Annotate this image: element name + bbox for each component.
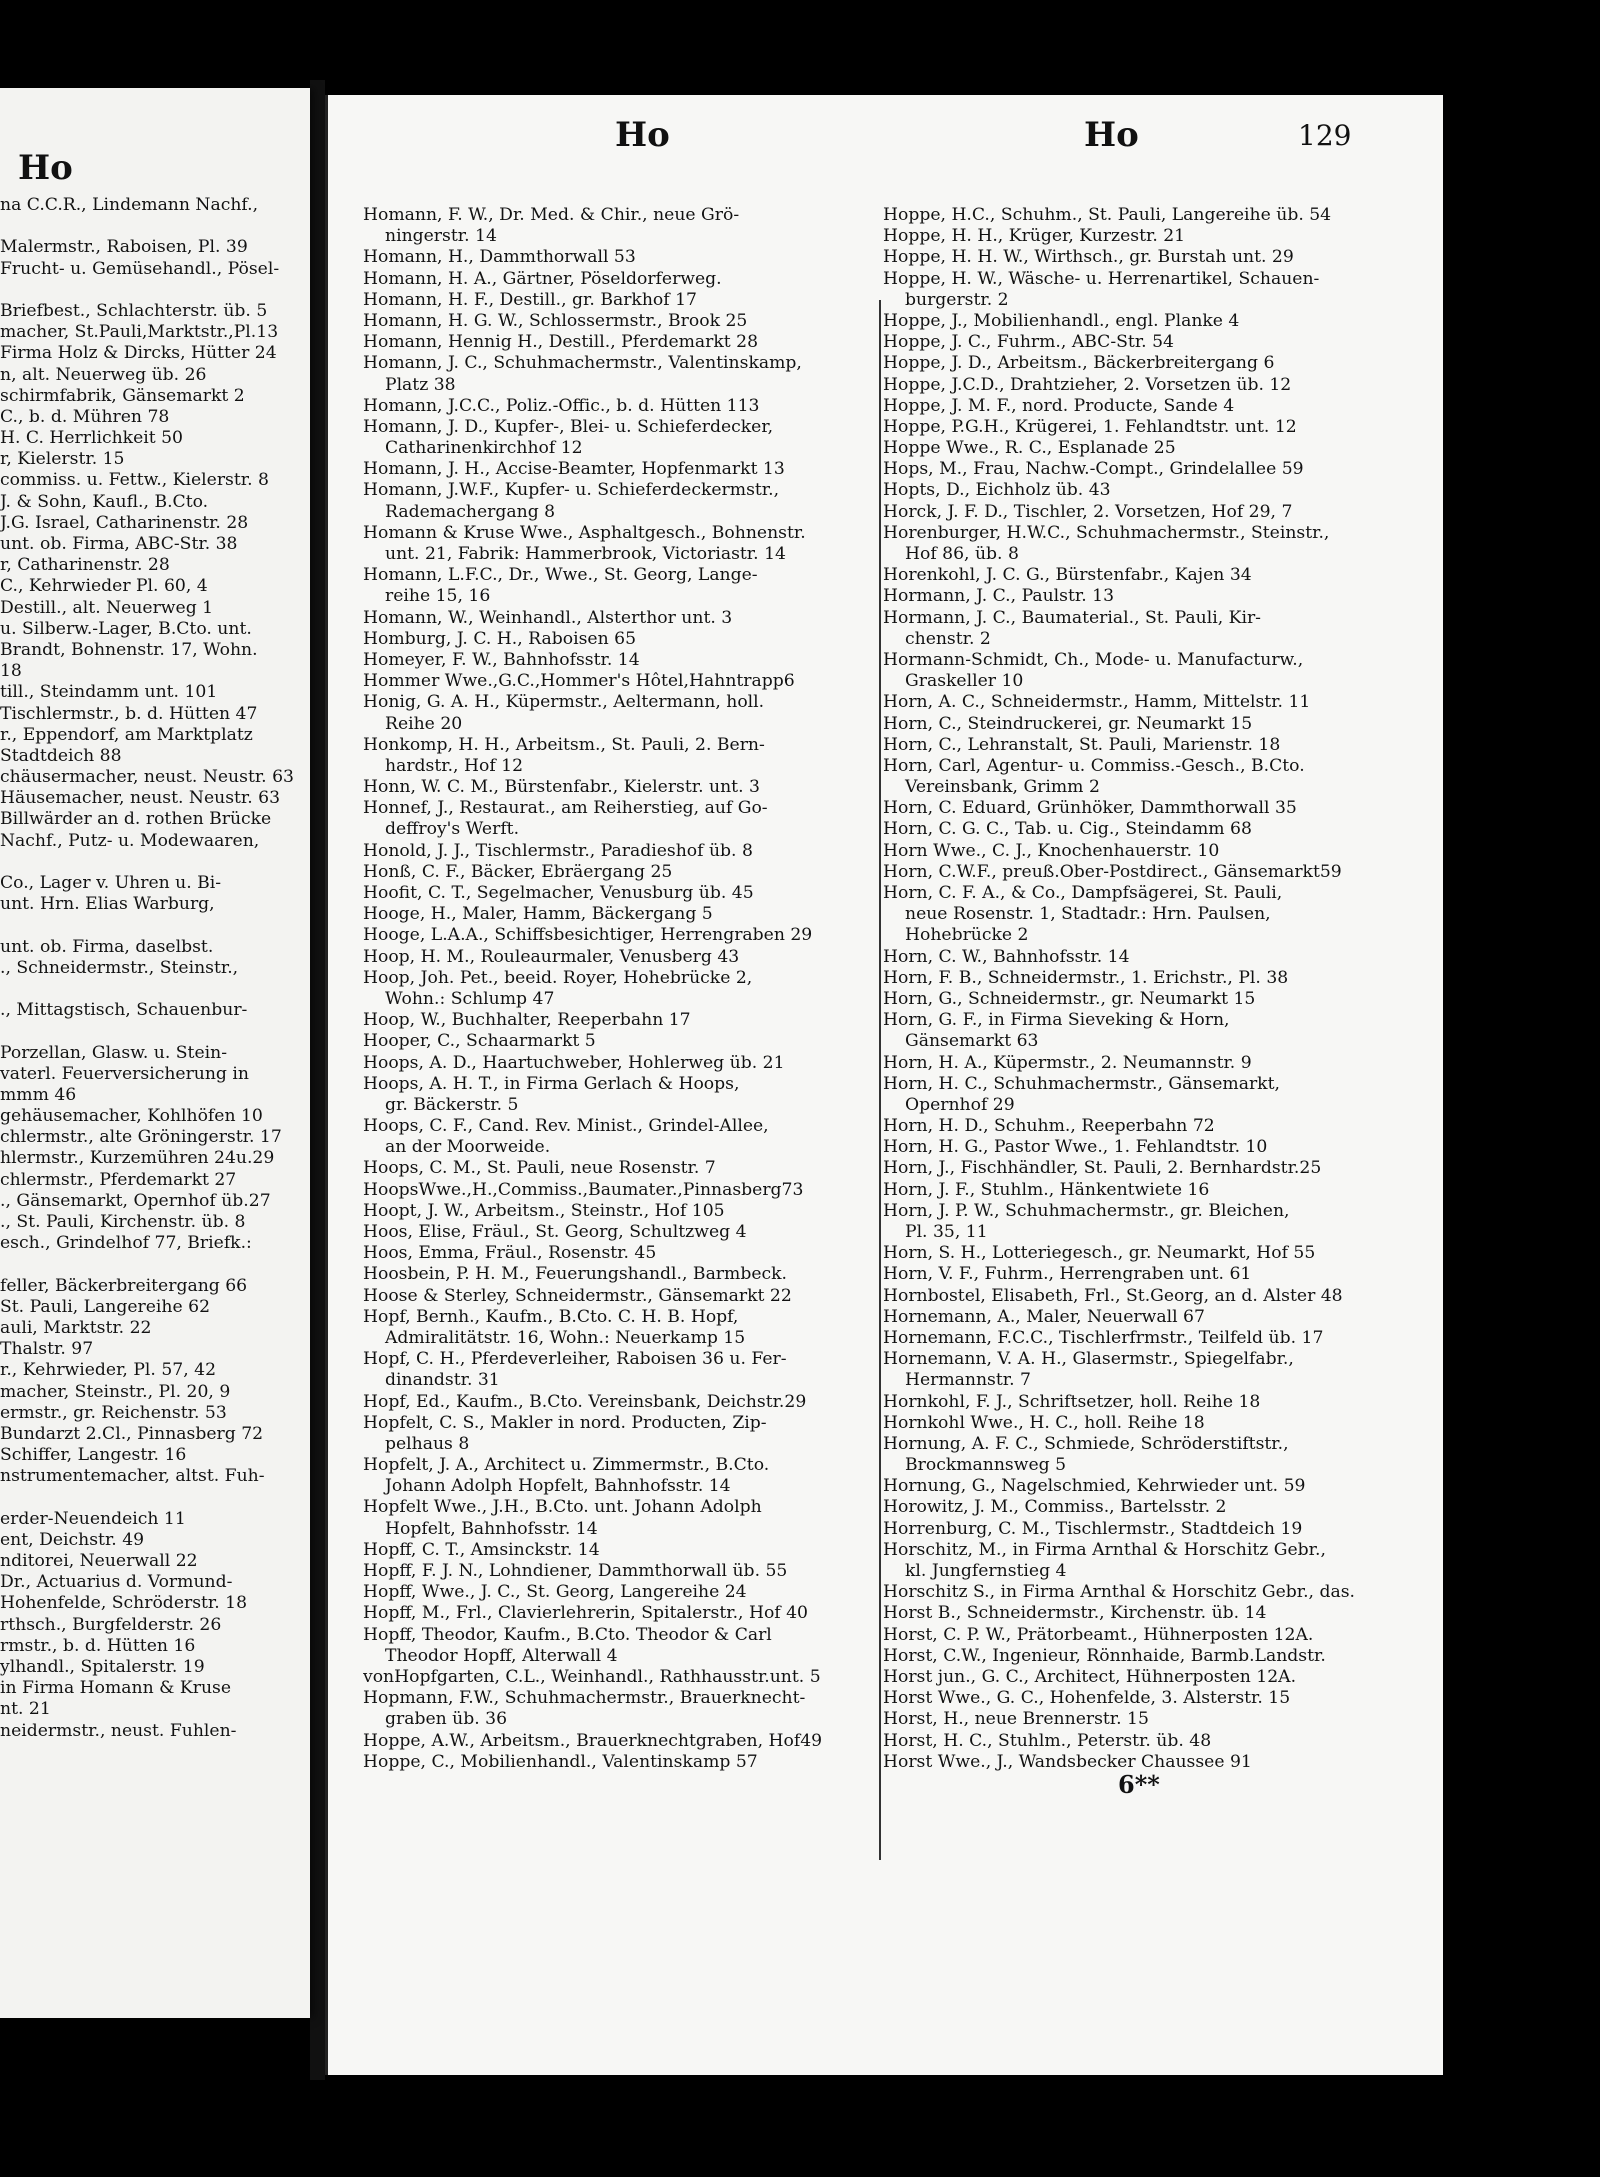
directory-line: Horn, G. F., in Firma Sieveking & Horn, bbox=[883, 1010, 1230, 1031]
directory-line: Hoppe, J. D., Arbeitsm., Bäckerbreitergang 6 bbox=[883, 353, 1275, 374]
directory-line: Horn, Carl, Agentur- u. Commiss.-Gesch., B.Cto. bbox=[883, 755, 1305, 776]
directory-line: Hoop, Joh. Pet., beeid. Royer, Hohebrücke 2, bbox=[363, 967, 753, 988]
directory-line: nstrumentemacher, altst. Fuh- bbox=[0, 1466, 265, 1487]
page-number: 129 bbox=[1298, 119, 1352, 152]
directory-line: Honkomp, H. H., Arbeitsm., St. Pauli, 2. Bern- bbox=[363, 734, 765, 755]
directory-line: kl. Jungfernstieg 4 bbox=[905, 1561, 1067, 1581]
directory-line: Honnef, J., Restaurat., am Reiherstieg, auf Go- bbox=[363, 798, 768, 819]
directory-line: Hopff, Wwe., J. C., St. Georg, Langereihe 24 bbox=[363, 1582, 747, 1603]
directory-line: H. C. Herrlichkeit 50 bbox=[0, 428, 183, 449]
center-running-head: Ho bbox=[615, 115, 670, 155]
directory-line: Pl. 35, 11 bbox=[905, 1222, 988, 1242]
directory-line: Hoopt, J. W., Arbeitsm., Steinstr., Hof 105 bbox=[363, 1200, 725, 1221]
directory-line bbox=[0, 216, 305, 237]
directory-line: Hoppe, J. M. F., nord. Producte, Sande 4 bbox=[883, 395, 1235, 416]
directory-line: Hopff, F. J. N., Lohndiener, Dammthorwall üb. 55 bbox=[363, 1561, 788, 1581]
directory-line: feller, Bäckerbreitergang 66 bbox=[0, 1275, 248, 1296]
directory-line: Graskeller 10 bbox=[905, 671, 1024, 692]
directory-line: Hoppe, H. W., Wäsche- u. Herrenartikel, Schauen- bbox=[883, 268, 1320, 289]
directory-line: graben üb. 36 bbox=[385, 1709, 508, 1730]
directory-line: Hoppe, J.C.D., Drahtzieher, 2. Vorsetzen üb. 12 bbox=[883, 374, 1292, 395]
directory-line: burgerstr. 2 bbox=[905, 289, 1009, 310]
directory-line: Homann, W., Weinhandl., Alsterthor unt. 3 bbox=[363, 607, 733, 628]
directory-line: ermstr., gr. Reichenstr. 53 bbox=[0, 1402, 227, 1423]
directory-line: ylhandl., Spitalerstr. 19 bbox=[0, 1656, 205, 1677]
directory-line: Destill., alt. Neuerweg 1 bbox=[0, 597, 214, 618]
directory-line: Hormann-Schmidt, Ch., Mode- u. Manufacturw., bbox=[883, 649, 1304, 670]
directory-line: ., Gänsemarkt, Opernhof üb.27 bbox=[0, 1190, 271, 1211]
directory-line: Brandt, Bohnenstr. 17, Wohn. bbox=[0, 639, 258, 660]
directory-line: vaterl. Feuerversicherung in bbox=[0, 1063, 249, 1084]
directory-line: vonHopfgarten, C.L., Weinhandl., Rathhausstr.unt. 5 bbox=[363, 1666, 821, 1687]
directory-line: neue Rosenstr. 1, Stadtadr.: Hrn. Paulsen, bbox=[905, 904, 1271, 925]
directory-line: 18 bbox=[0, 661, 22, 682]
directory-line: commiss. u. Fettw., Kielerstr. 8 bbox=[0, 470, 269, 491]
directory-line: Hoose & Sterley, Schneidermstr., Gänsemarkt 22 bbox=[363, 1285, 792, 1306]
directory-line: Homann, H. A., Gärtner, Pöseldorferweg. bbox=[363, 268, 722, 289]
directory-line: Hoos, Elise, Fräul., St. Georg, Schultzweg 4 bbox=[363, 1222, 747, 1242]
directory-line: Nachf., Putz- u. Modewaaren, bbox=[0, 830, 260, 851]
signature-mark: 6** bbox=[1118, 1770, 1160, 1799]
directory-line: Billwärder an d. rothen Brücke bbox=[0, 809, 272, 830]
directory-line: Hornemann, A., Maler, Neuerwall 67 bbox=[883, 1306, 1205, 1327]
directory-line: Hoop, W., Buchhalter, Reeperbahn 17 bbox=[363, 1010, 691, 1031]
directory-line: Wohn.: Schlump 47 bbox=[385, 988, 555, 1009]
directory-line: Hopmann, F.W., Schuhmachermstr., Brauerknecht- bbox=[363, 1688, 806, 1709]
directory-line: Honn, W. C. M., Bürstenfabr., Kielerstr. unt. 3 bbox=[363, 777, 760, 798]
directory-line: Hoppe, J. C., Fuhrm., ABC-Str. 54 bbox=[883, 332, 1174, 353]
directory-line: u. Silberw.-Lager, B.Cto. unt. bbox=[0, 618, 252, 639]
directory-line: Hoppe, H.C., Schuhm., St. Pauli, Langereihe üb. 54 bbox=[883, 205, 1332, 225]
directory-line: deffroy's Werft. bbox=[385, 819, 520, 840]
directory-line: chlermstr., Pferdemarkt 27 bbox=[0, 1169, 237, 1190]
directory-line: ent, Deichstr. 49 bbox=[0, 1529, 145, 1550]
directory-line: ., Mittagstisch, Schauenbur- bbox=[0, 1000, 248, 1021]
directory-line: Horn, A. C., Schneidermstr., Hamm, Mittelstr. 11 bbox=[883, 692, 1311, 713]
directory-line: Hof 86, üb. 8 bbox=[905, 544, 1019, 564]
directory-line: Hooper, C., Schaarmarkt 5 bbox=[363, 1031, 596, 1052]
directory-line: Admiralitätstr. 16, Wohn.: Neuerkamp 15 bbox=[385, 1327, 746, 1348]
directory-line: Horn, J., Fischhändler, St. Pauli, 2. Bernhardstr.25 bbox=[883, 1158, 1322, 1179]
directory-line: ., Schneidermstr., Steinstr., bbox=[0, 957, 239, 978]
directory-line: Homann, J.C.C., Poliz.-Offic., b. d. Hütten 113 bbox=[363, 395, 760, 416]
directory-line: r, Catharinenstr. 28 bbox=[0, 555, 170, 576]
directory-line: Horst, H., neue Brennerstr. 15 bbox=[883, 1709, 1149, 1730]
directory-line: unt. ob. Firma, ABC-Str. 38 bbox=[0, 534, 238, 554]
directory-line: Hopff, M., Frl., Clavierlehrerin, Spitalerstr., Hof 40 bbox=[363, 1603, 808, 1624]
directory-line: Hornemann, F.C.C., Tischlerfrmstr., Teilfeld üb. 17 bbox=[883, 1327, 1324, 1348]
directory-line: Homann, L.F.C., Dr., Wwe., St. Georg, Lange- bbox=[363, 565, 758, 586]
directory-line: chenstr. 2 bbox=[905, 628, 991, 649]
directory-line: Hoos, Emma, Fräul., Rosenstr. 45 bbox=[363, 1243, 657, 1264]
directory-line: Rademachergang 8 bbox=[385, 501, 556, 522]
directory-line: Hornemann, V. A. H., Glasermstr., Spiegelfabr., bbox=[883, 1349, 1294, 1370]
directory-line: Horn, V. F., Fuhrm., Herrengraben unt. 61 bbox=[883, 1264, 1252, 1285]
directory-line: Homann, J. D., Kupfer-, Blei- u. Schieferdecker, bbox=[363, 416, 774, 437]
left-running-head: Ho bbox=[18, 148, 73, 188]
directory-line: schirmfabrik, Gänsemarkt 2 bbox=[0, 385, 245, 406]
directory-line: Hornung, G., Nagelschmied, Kehrwieder unt. 59 bbox=[883, 1476, 1306, 1497]
directory-line: Catharinenkirchhof 12 bbox=[385, 438, 583, 459]
directory-line: Homann, H. G. W., Schlossermstr., Brook 25 bbox=[363, 310, 748, 331]
directory-line: Hermannstr. 7 bbox=[905, 1370, 1031, 1391]
directory-line: Hoppe, H. H. W., Wirthsch., gr. Burstah unt. 29 bbox=[883, 247, 1294, 268]
directory-line: Horst, C.W., Ingenieur, Rönnhaide, Barmb.Landstr. bbox=[883, 1645, 1326, 1666]
directory-line: Horn, H. C., Schuhmachermstr., Gänsemarkt, bbox=[883, 1073, 1280, 1094]
directory-line: J. & Sohn, Kaufl., B.Cto. bbox=[0, 491, 209, 512]
directory-line: erder-Neuendeich 11 bbox=[0, 1508, 186, 1529]
directory-line: Horn, C.W.F., preuß.Ober-Postdirect., Gänsemarkt59 bbox=[883, 861, 1342, 882]
directory-line: Horrenburg, C. M., Tischlermstr., Stadtdeich 19 bbox=[883, 1518, 1303, 1539]
directory-line: Horn, C., Lehranstalt, St. Pauli, Marienstr. 18 bbox=[883, 734, 1281, 755]
directory-line: Gänsemarkt 63 bbox=[905, 1031, 1039, 1052]
directory-line: Hoops, C. F., Cand. Rev. Minist., Grindel-Allee, bbox=[363, 1116, 769, 1137]
directory-line: Hooge, L.A.A., Schiffsbesichtiger, Herrengraben 29 bbox=[363, 925, 813, 946]
directory-line bbox=[0, 1487, 305, 1508]
directory-line: Hopf, C. H., Pferdeverleiher, Raboisen 36 u. Fer- bbox=[363, 1349, 787, 1370]
directory-line: Häusemacher, neust. Neustr. 63 bbox=[0, 788, 281, 809]
main-page bbox=[325, 95, 1443, 2075]
directory-line: Horn, H. D., Schuhm., Reeperbahn 72 bbox=[883, 1116, 1215, 1137]
directory-line: mmm 46 bbox=[0, 1084, 77, 1105]
directory-line: Homann, F. W., Dr. Med. & Chir., neue Grö- bbox=[363, 205, 740, 225]
directory-line: Platz 38 bbox=[385, 374, 456, 395]
left-page-fragment bbox=[0, 88, 310, 2018]
directory-line: Horn, C. G. C., Tab. u. Cig., Steindamm 68 bbox=[883, 819, 1252, 840]
directory-line: Opernhof 29 bbox=[905, 1094, 1015, 1115]
directory-line: Horn, H. A., Küpermstr., 2. Neumannstr. 9 bbox=[883, 1052, 1252, 1073]
directory-line: gr. Bäckerstr. 5 bbox=[385, 1094, 519, 1115]
directory-line: auli, Marktstr. 22 bbox=[0, 1317, 152, 1338]
left-column-text bbox=[0, 195, 305, 1742]
directory-line: Johann Adolph Hopfelt, Bahnhofsstr. 14 bbox=[385, 1476, 731, 1497]
directory-line: Tischlermstr., b. d. Hütten 47 bbox=[0, 703, 258, 724]
directory-line: reihe 15, 16 bbox=[385, 586, 491, 607]
directory-line: Horn, J. F., Stuhlm., Hänkentwiete 16 bbox=[883, 1179, 1210, 1200]
directory-line: Hopff, C. T., Amsinckstr. 14 bbox=[363, 1539, 600, 1560]
directory-line: hardstr., Hof 12 bbox=[385, 755, 524, 776]
directory-line: Horn, S. H., Lotteriegesch., gr. Neumarkt, Hof 55 bbox=[883, 1243, 1316, 1264]
directory-line: Hornkohl Wwe., H. C., holl. Reihe 18 bbox=[883, 1412, 1205, 1433]
directory-line: Horst B., Schneidermstr., Kirchenstr. üb. 14 bbox=[883, 1603, 1267, 1624]
directory-line: Malermstr., Raboisen, Pl. 39 bbox=[0, 237, 248, 258]
directory-line: na C.C.R., Lindemann Nachf., bbox=[0, 195, 259, 215]
directory-line: Brockmannsweg 5 bbox=[905, 1455, 1067, 1476]
directory-line: Hohenfelde, Schröderstr. 18 bbox=[0, 1593, 248, 1614]
directory-line: Homann, J. C., Schuhmachermstr., Valentinskamp, bbox=[363, 353, 802, 374]
directory-line: Horn, C. W., Bahnhofsstr. 14 bbox=[883, 946, 1130, 967]
directory-line: Hopf, Bernh., Kaufm., B.Cto. C. H. B. Hopf, bbox=[363, 1306, 739, 1327]
directory-line: Horst, H. C., Stuhlm., Peterstr. üb. 48 bbox=[883, 1730, 1212, 1751]
directory-line: Horn Wwe., C. J., Knochenhauerstr. 10 bbox=[883, 840, 1220, 861]
directory-line: unt. Hrn. Elias Warburg, bbox=[0, 894, 215, 915]
directory-line: Horenburger, H.W.C., Schuhmachermstr., Steinstr., bbox=[883, 522, 1330, 543]
directory-line: in Firma Homann & Kruse bbox=[0, 1678, 232, 1699]
directory-line: chäusermacher, neust. Neustr. 63 bbox=[0, 767, 294, 788]
directory-line: dinandstr. 31 bbox=[385, 1370, 500, 1391]
directory-line: till., Steindamm unt. 101 bbox=[0, 682, 218, 703]
directory-line: Horn, C., Steindruckerei, gr. Neumarkt 15 bbox=[883, 713, 1253, 734]
directory-line: Horn, H. G., Pastor Wwe., 1. Fehlandtstr. 10 bbox=[883, 1137, 1268, 1158]
directory-line: Homann, H., Dammthorwall 53 bbox=[363, 247, 636, 268]
directory-line: r., Kehrwieder, Pl. 57, 42 bbox=[0, 1360, 217, 1381]
directory-line: Frucht- u. Gemüsehandl., Pösel- bbox=[0, 258, 280, 279]
directory-line: Horck, J. F. D., Tischler, 2. Vorsetzen, Hof 29, 7 bbox=[883, 501, 1293, 522]
middle-column-text bbox=[363, 205, 876, 1773]
directory-line: Thalstr. 97 bbox=[0, 1339, 94, 1360]
directory-line bbox=[0, 1254, 305, 1275]
directory-line: Horst Wwe., G. C., Hohenfelde, 3. Alsterstr. 15 bbox=[883, 1688, 1291, 1709]
directory-line: Hooge, H., Maler, Hamm, Bäckergang 5 bbox=[363, 904, 713, 925]
directory-line: Hopfelt, J. A., Architect u. Zimmermstr., B.Cto. bbox=[363, 1455, 770, 1476]
directory-line: Stadtdeich 88 bbox=[0, 745, 122, 766]
directory-line: r, Kielerstr. 15 bbox=[0, 449, 125, 470]
directory-line: Hoofit, C. T., Segelmacher, Venusburg üb. 45 bbox=[363, 883, 754, 903]
directory-line: Homann, Hennig H., Destill., Pferdemarkt 28 bbox=[363, 332, 759, 353]
directory-line: Homann, H. F., Destill., gr. Barkhof 17 bbox=[363, 289, 697, 310]
directory-line: Homann, J.W.F., Kupfer- u. Schieferdeckermstr., bbox=[363, 480, 780, 501]
directory-line: Horn, G., Schneidermstr., gr. Neumarkt 15 bbox=[883, 988, 1256, 1009]
directory-line: nt. 21 bbox=[0, 1699, 51, 1720]
directory-line: Hopfelt, Bahnhofsstr. 14 bbox=[385, 1518, 598, 1539]
directory-line: gehäusemacher, Kohlhöfen 10 bbox=[0, 1106, 263, 1127]
directory-line: n, alt. Neuerweg üb. 26 bbox=[0, 364, 207, 385]
directory-line: macher, St.Pauli,Marktstr.,Pl.13 bbox=[0, 322, 279, 343]
directory-line: Hopfelt Wwe., J.H., B.Cto. unt. Johann Adolph bbox=[363, 1497, 762, 1518]
directory-line: chlermstr., alte Gröningerstr. 17 bbox=[0, 1127, 282, 1148]
directory-line: esch., Grindelhof 77, Briefk.: bbox=[0, 1233, 252, 1254]
directory-line: Hopfelt, C. S., Makler in nord. Producten, Zip- bbox=[363, 1412, 767, 1433]
directory-line: Homeyer, F. W., Bahnhofsstr. 14 bbox=[363, 649, 640, 670]
directory-line: Horschitz, M., in Firma Arnthal & Horschitz Gebr., bbox=[883, 1539, 1326, 1560]
directory-line: Hoppe Wwe., R. C., Esplanade 25 bbox=[883, 438, 1176, 459]
directory-line: Porzellan, Glasw. u. Stein- bbox=[0, 1042, 228, 1063]
directory-line: Dr., Actuarius d. Vormund- bbox=[0, 1572, 233, 1593]
directory-line: Horn, F. B., Schneidermstr., 1. Erichstr., Pl. 38 bbox=[883, 967, 1289, 988]
directory-line: Honß, C. F., Bäcker, Ebräergang 25 bbox=[363, 861, 673, 882]
directory-line bbox=[0, 852, 305, 873]
directory-line: Vereinsbank, Grimm 2 bbox=[905, 777, 1100, 798]
directory-line: Hoppe, P.G.H., Krügerei, 1. Fehlandtstr. unt. 12 bbox=[883, 416, 1297, 437]
column-rule bbox=[879, 300, 881, 1860]
directory-line: ., St. Pauli, Kirchenstr. üb. 8 bbox=[0, 1212, 246, 1232]
directory-line: Hoppe, H. H., Krüger, Kurzestr. 21 bbox=[883, 226, 1186, 247]
directory-line: St. Pauli, Langereihe 62 bbox=[0, 1296, 211, 1317]
directory-line: Honold, J. J., Tischlermstr., Paradieshof üb. 8 bbox=[363, 840, 753, 861]
directory-line: an der Moorweide. bbox=[385, 1137, 551, 1158]
directory-line: Horenkohl, J. C. G., Bürstenfabr., Kajen 34 bbox=[883, 565, 1252, 586]
book-gutter bbox=[310, 80, 325, 2080]
directory-line: Bundarzt 2.Cl., Pinnasberg 72 bbox=[0, 1423, 264, 1444]
directory-line bbox=[0, 979, 305, 1000]
directory-line: Co., Lager v. Uhren u. Bi- bbox=[0, 873, 222, 893]
directory-line: pelhaus 8 bbox=[385, 1433, 470, 1454]
directory-line: Horschitz S., in Firma Arnthal & Horschitz Gebr., das. bbox=[883, 1582, 1356, 1603]
directory-line: Homann, J. H., Accise-Beamter, Hopfenmarkt 13 bbox=[363, 459, 785, 480]
directory-line: Hopf, Ed., Kaufm., B.Cto. Vereinsbank, Deichstr.29 bbox=[363, 1391, 807, 1412]
directory-line: Hopts, D., Eichholz üb. 43 bbox=[883, 480, 1111, 501]
directory-line: unt. ob. Firma, daselbst. bbox=[0, 936, 214, 957]
directory-line: Schiffer, Langestr. 16 bbox=[0, 1445, 187, 1466]
directory-line: Hormann, J. C., Paulstr. 13 bbox=[883, 586, 1115, 607]
directory-line: Hornkohl, F. J., Schriftsetzer, holl. Reihe 18 bbox=[883, 1391, 1261, 1412]
directory-line: rmstr., b. d. Hütten 16 bbox=[0, 1635, 196, 1656]
right-column-text bbox=[883, 205, 1433, 1773]
directory-line: Horst Wwe., J., Wandsbecker Chaussee 91 bbox=[883, 1751, 1252, 1772]
directory-line: Horowitz, J. M., Commiss., Bartelsstr. 2 bbox=[883, 1497, 1227, 1518]
directory-line: J.G. Israel, Catharinenstr. 28 bbox=[0, 512, 249, 533]
right-running-head: Ho bbox=[1084, 115, 1139, 155]
directory-line: C., b. d. Mühren 78 bbox=[0, 406, 170, 427]
directory-line: Honig, G. A. H., Küpermstr., Aeltermann, holl. bbox=[363, 692, 765, 713]
directory-line: hlermstr., Kurzemühren 24u.29 bbox=[0, 1148, 275, 1169]
directory-line bbox=[0, 915, 305, 936]
directory-line: Briefbest., Schlachterstr. üb. 5 bbox=[0, 300, 268, 321]
directory-line: Horn, C. Eduard, Grünhöker, Dammthorwall 35 bbox=[883, 798, 1297, 819]
directory-line: Hoops, C. M., St. Pauli, neue Rosenstr. 7 bbox=[363, 1158, 716, 1179]
directory-line bbox=[0, 280, 305, 301]
directory-line: Hopff, Theodor, Kaufm., B.Cto. Theodor & Carl bbox=[363, 1624, 772, 1645]
directory-line: Horn, J. P. W., Schuhmachermstr., gr. Bleichen, bbox=[883, 1200, 1290, 1221]
directory-line: Horn, C. F. A., & Co., Dampfsägerei, St. Pauli, bbox=[883, 883, 1283, 903]
directory-line: ningerstr. 14 bbox=[385, 226, 497, 247]
directory-line: Hoops, A. D., Haartuchweber, Hohlerweg üb. 21 bbox=[363, 1052, 785, 1073]
directory-line: HoopsWwe.,H.,Commiss.,Baumater.,Pinnasberg73 bbox=[363, 1179, 804, 1200]
directory-line: Hommer Wwe.,G.C.,Hommer's Hôtel,Hahntrapp6 bbox=[363, 671, 795, 692]
directory-line: macher, Steinstr., Pl. 20, 9 bbox=[0, 1381, 231, 1402]
directory-line: Hoosbein, P. H. M., Feuerungshandl., Barmbeck. bbox=[363, 1264, 788, 1285]
directory-line: Hornung, A. F. C., Schmiede, Schröderstiftstr., bbox=[883, 1433, 1289, 1454]
directory-line: C., Kehrwieder Pl. 60, 4 bbox=[0, 576, 208, 597]
directory-line: Firma Holz & Dircks, Hütter 24 bbox=[0, 343, 277, 364]
directory-line: rthsch., Burgfelderstr. 26 bbox=[0, 1614, 222, 1635]
directory-line: neidermstr., neust. Fuhlen- bbox=[0, 1720, 237, 1741]
directory-line bbox=[0, 1021, 305, 1042]
directory-line: Horst jun., G. C., Architect, Hühnerposten 12A. bbox=[883, 1666, 1297, 1687]
directory-line: Hoppe, A.W., Arbeitsm., Brauerknechtgraben, Hof49 bbox=[363, 1730, 823, 1751]
directory-line: Hoops, A. H. T., in Firma Gerlach & Hoops, bbox=[363, 1073, 740, 1094]
directory-line: Hohebrücke 2 bbox=[905, 925, 1029, 946]
directory-line: Homann & Kruse Wwe., Asphaltgesch., Bohnenstr. bbox=[363, 522, 806, 543]
directory-line: Hornbostel, Elisabeth, Frl., St.Georg, an d. Alster 48 bbox=[883, 1285, 1343, 1306]
directory-line: Hops, M., Frau, Nachw.-Compt., Grindelallee 59 bbox=[883, 459, 1304, 480]
directory-line: Reihe 20 bbox=[385, 713, 463, 734]
directory-line: Hoop, H. M., Rouleaurmaler, Venusberg 43 bbox=[363, 946, 740, 967]
directory-line: Hoppe, C., Mobilienhandl., Valentinskamp 57 bbox=[363, 1751, 758, 1772]
directory-line: Hormann, J. C., Baumaterial., St. Pauli, Kir- bbox=[883, 607, 1261, 628]
directory-line: Homburg, J. C. H., Raboisen 65 bbox=[363, 628, 637, 649]
directory-line: nditorei, Neuerwall 22 bbox=[0, 1551, 198, 1571]
directory-line: Theodor Hopff, Alterwall 4 bbox=[385, 1645, 618, 1666]
directory-line: Hoppe, J., Mobilienhandl., engl. Planke 4 bbox=[883, 310, 1240, 331]
directory-line: unt. 21, Fabrik: Hammerbrook, Victoriastr. 14 bbox=[385, 544, 786, 564]
directory-line: Horst, C. P. W., Prätorbeamt., Hühnerposten 12A. bbox=[883, 1624, 1314, 1645]
directory-line: r., Eppendorf, am Marktplatz bbox=[0, 724, 253, 745]
